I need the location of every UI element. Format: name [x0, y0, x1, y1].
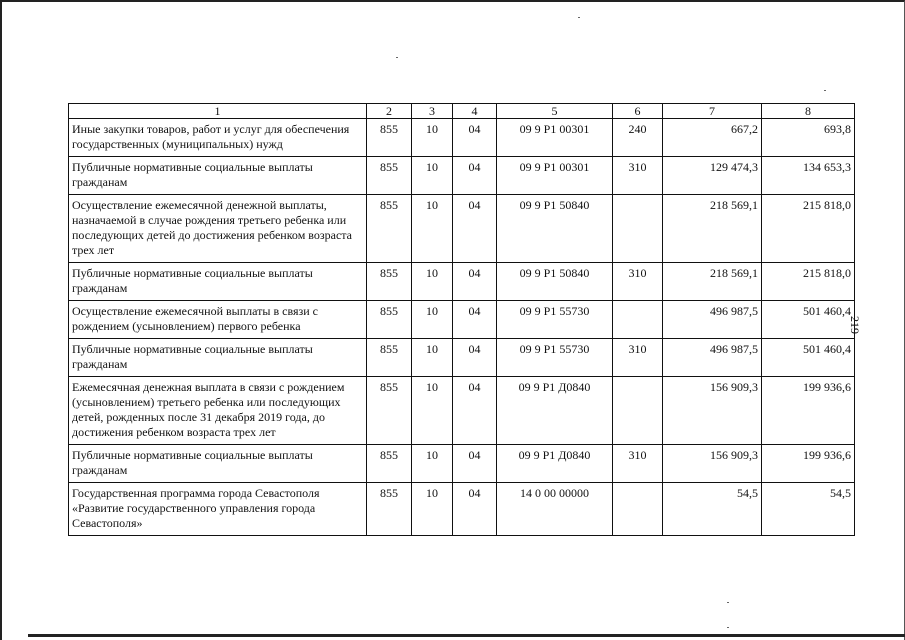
table-row [69, 157, 855, 195]
admin-code: 855 [367, 119, 412, 157]
section-code: 10 [412, 445, 453, 483]
admin-code: 855 [367, 263, 412, 301]
section-code: 10 [412, 377, 453, 445]
subsection-code: 04 [453, 301, 497, 339]
row-description: Публичные нормативные социальные выплаты гражданам [69, 157, 367, 195]
amount-year-1: 156 909,3 [663, 445, 762, 483]
admin-code: 855 [367, 339, 412, 377]
scan-speck [396, 57, 398, 58]
column-header: 2 [367, 104, 412, 119]
table-row [69, 119, 855, 157]
amount-year-1: 54,5 [663, 483, 762, 536]
section-code: 10 [412, 195, 453, 263]
expense-type-code [613, 377, 663, 445]
table-row [69, 301, 855, 339]
admin-code: 855 [367, 483, 412, 536]
target-article-code: 09 9 Р1 55730 [497, 301, 613, 339]
amount-year-1: 129 474,3 [663, 157, 762, 195]
table-row [69, 263, 855, 301]
target-article-code: 09 9 Р1 00301 [497, 119, 613, 157]
target-article-code: 09 9 Р1 50840 [497, 263, 613, 301]
amount-year-2: 199 936,6 [762, 445, 855, 483]
expense-type-code: 240 [613, 119, 663, 157]
table-body [69, 104, 855, 536]
row-description: Публичные нормативные социальные выплаты гражданам [69, 263, 367, 301]
section-code: 10 [412, 157, 453, 195]
expense-type-code [613, 483, 663, 536]
amount-year-2: 54,5 [762, 483, 855, 536]
subsection-code: 04 [453, 483, 497, 536]
amount-year-1: 156 909,3 [663, 377, 762, 445]
amount-year-1: 218 569,1 [663, 195, 762, 263]
row-description: Государственная программа города Севастополя «Развитие государственного управления города Севастополя» [69, 483, 367, 536]
scan-speck [578, 17, 580, 18]
column-header: 4 [453, 104, 497, 119]
row-description: Иные закупки товаров, работ и услуг для обеспечения государственных (муниципальных) нужд [69, 119, 367, 157]
amount-year-1: 667,2 [663, 119, 762, 157]
target-article-code: 09 9 Р1 Д0840 [497, 445, 613, 483]
amount-year-2: 215 818,0 [762, 195, 855, 263]
target-article-code: 09 9 Р1 55730 [497, 339, 613, 377]
expense-type-code: 310 [613, 157, 663, 195]
scan-speck [824, 90, 826, 91]
amount-year-2: 199 936,6 [762, 377, 855, 445]
expense-type-code: 310 [613, 445, 663, 483]
subsection-code: 04 [453, 339, 497, 377]
subsection-code: 04 [453, 119, 497, 157]
section-code: 10 [412, 339, 453, 377]
amount-year-1: 496 987,5 [663, 339, 762, 377]
scan-speck [727, 627, 729, 628]
target-article-code: 09 9 Р1 00301 [497, 157, 613, 195]
expense-type-code: 310 [613, 339, 663, 377]
table-row [69, 377, 855, 445]
page-number: 219 [848, 316, 862, 334]
table-header-row [69, 104, 855, 119]
section-code: 10 [412, 263, 453, 301]
subsection-code: 04 [453, 157, 497, 195]
column-header: 3 [412, 104, 453, 119]
column-header: 7 [663, 104, 762, 119]
admin-code: 855 [367, 301, 412, 339]
column-header: 8 [762, 104, 855, 119]
section-code: 10 [412, 483, 453, 536]
subsection-code: 04 [453, 195, 497, 263]
amount-year-2: 134 653,3 [762, 157, 855, 195]
admin-code: 855 [367, 445, 412, 483]
section-code: 10 [412, 119, 453, 157]
expense-type-code [613, 195, 663, 263]
admin-code: 855 [367, 377, 412, 445]
amount-year-2: 501 460,4 [762, 339, 855, 377]
subsection-code: 04 [453, 263, 497, 301]
column-header: 1 [69, 104, 367, 119]
column-header: 5 [497, 104, 613, 119]
row-description: Публичные нормативные социальные выплаты гражданам [69, 339, 367, 377]
amount-year-2: 501 460,4 [762, 301, 855, 339]
expense-type-code: 310 [613, 263, 663, 301]
target-article-code: 14 0 00 00000 [497, 483, 613, 536]
table-row [69, 483, 855, 536]
scan-speck [727, 602, 729, 603]
admin-code: 855 [367, 195, 412, 263]
row-description: Осуществление ежемесячной выплаты в связи с рождением (усыновлением) первого ребенка [69, 301, 367, 339]
budget-table [68, 103, 855, 536]
section-code: 10 [412, 301, 453, 339]
row-description: Осуществление ежемесячной денежной выплаты, назначаемой в случае рождения третьего ребенка или последующих детей до достижения ребенком возраста трех лет [69, 195, 367, 263]
subsection-code: 04 [453, 445, 497, 483]
row-description: Публичные нормативные социальные выплаты гражданам [69, 445, 367, 483]
column-header: 6 [613, 104, 663, 119]
scan-bottom-edge [28, 634, 905, 637]
amount-year-2: 215 818,0 [762, 263, 855, 301]
row-description: Ежемесячная денежная выплата в связи с рождением (усыновлением) третьего ребенка или последующих детей, рожденных после 31 декабря 2019 года, до достижения ребенком возраста трех лет [69, 377, 367, 445]
amount-year-1: 218 569,1 [663, 263, 762, 301]
expense-type-code [613, 301, 663, 339]
amount-year-1: 496 987,5 [663, 301, 762, 339]
subsection-code: 04 [453, 377, 497, 445]
table-row [69, 445, 855, 483]
table-row [69, 339, 855, 377]
target-article-code: 09 9 Р1 Д0840 [497, 377, 613, 445]
amount-year-2: 693,8 [762, 119, 855, 157]
admin-code: 855 [367, 157, 412, 195]
table-row [69, 195, 855, 263]
target-article-code: 09 9 Р1 50840 [497, 195, 613, 263]
